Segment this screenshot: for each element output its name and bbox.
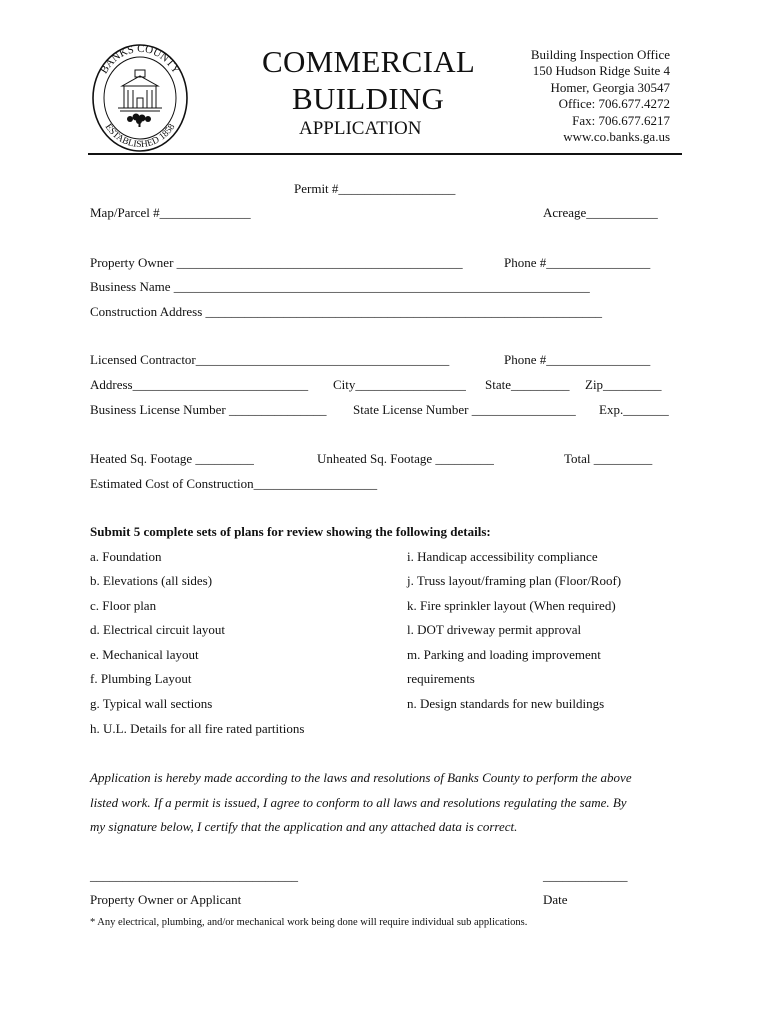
plan-item: g. Typical wall sections (90, 696, 213, 711)
contractor-phone-field[interactable]: Phone #________________ (504, 352, 651, 367)
construction-address-field[interactable]: Construction Address _____________________________________________________________ (90, 304, 603, 319)
plan-item: c. Floor plan (90, 598, 157, 613)
title-line-3: APPLICATION (299, 118, 422, 139)
date-line[interactable]: _____________ (543, 868, 628, 883)
unheated-sqft-field[interactable]: Unheated Sq. Footage _________ (317, 451, 494, 466)
office-address (531, 47, 670, 145)
zip-field[interactable]: Zip_________ (585, 377, 662, 392)
header-divider (88, 153, 682, 155)
plan-item: k. Fire sprinkler layout (When required) (407, 598, 616, 613)
seal-text-bottom: ESTABLISHED 1858 (102, 122, 178, 151)
plan-item: a. Foundation (90, 549, 162, 564)
office-line: Office: 706.677.4272 (558, 96, 670, 112)
licensed-contractor-field[interactable]: Licensed Contractor_______________________________________ (90, 352, 450, 367)
plan-item: m. Parking and loading improvement (407, 647, 601, 662)
office-line: Homer, Georgia 30547 (550, 79, 670, 95)
plan-item: h. U.L. Details for all fire rated partitions (90, 721, 305, 736)
seal-text-top: BANKS COUNTY (97, 42, 183, 76)
title-line-2: BUILDING (292, 81, 445, 116)
plan-item: d. Electrical circuit layout (90, 622, 225, 637)
permit-field[interactable]: Permit #__________________ (294, 181, 456, 196)
svg-text:BANKS COUNTY (98, 43, 182, 76)
acreage-field[interactable]: Acreage___________ (543, 205, 658, 220)
office-line: www.co.banks.ga.us (563, 129, 670, 145)
map-parcel-field[interactable]: Map/Parcel #______________ (90, 205, 251, 220)
exp-field[interactable]: Exp._______ (599, 402, 669, 417)
office-line: 150 Hudson Ridge Suite 4 (532, 63, 670, 79)
plan-item: requirements (407, 671, 475, 686)
office-line: Fax: 706.677.6217 (572, 112, 670, 128)
plan-item: n. Design standards for new buildings (407, 696, 605, 711)
plan-item: i. Handicap accessibility compliance (407, 549, 598, 564)
estimated-cost-field[interactable]: Estimated Cost of Construction___________________ (90, 476, 378, 491)
banks-county-seal (90, 42, 190, 154)
plans-heading: Submit 5 complete sets of plans for review showing the following details: (90, 524, 491, 539)
plan-item: b. Elevations (all sides) (90, 573, 213, 588)
date-label: Date (543, 892, 568, 907)
signature-label: Property Owner or Applicant (90, 892, 242, 907)
footnote: * Any electrical, plumbing, and/or mechanical work being done will require individual sub applications. (90, 917, 528, 928)
plan-item: f. Plumbing Layout (90, 671, 192, 686)
plan-item: l. DOT driveway permit approval (407, 622, 582, 637)
signature-line[interactable]: ________________________________ (90, 868, 298, 883)
heated-sqft-field[interactable]: Heated Sq. Footage _________ (90, 451, 254, 466)
state-license-field[interactable]: State License Number ________________ (353, 402, 576, 417)
city-field[interactable]: City_________________ (333, 377, 466, 392)
title-line-1: COMMERCIAL (262, 44, 476, 79)
office-line: Building Inspection Office (530, 47, 670, 62)
total-sqft-field[interactable]: Total _________ (564, 451, 653, 466)
declaration-line: my signature below, I certify that the application and any attached data is correct. (90, 819, 518, 834)
owner-phone-field[interactable]: Phone #________________ (504, 255, 651, 270)
declaration-line: Application is hereby made according to the laws and resolutions of Banks County to perform the above (90, 770, 632, 785)
declaration-line: listed work. If a permit is issued, I agree to conform to all laws and resolutions regulating the same. By (90, 795, 627, 810)
state-field[interactable]: State_________ (485, 377, 570, 392)
business-name-field[interactable]: Business Name ________________________________________________________________ (90, 279, 590, 294)
business-license-field[interactable]: Business License Number _______________ (90, 402, 327, 417)
address-field[interactable]: Address___________________________ (90, 377, 309, 392)
property-owner-field[interactable]: Property Owner ____________________________________________ (90, 255, 463, 270)
plan-item: j. Truss layout/framing plan (Floor/Roof) (407, 573, 622, 588)
plan-item: e. Mechanical layout (90, 647, 199, 662)
